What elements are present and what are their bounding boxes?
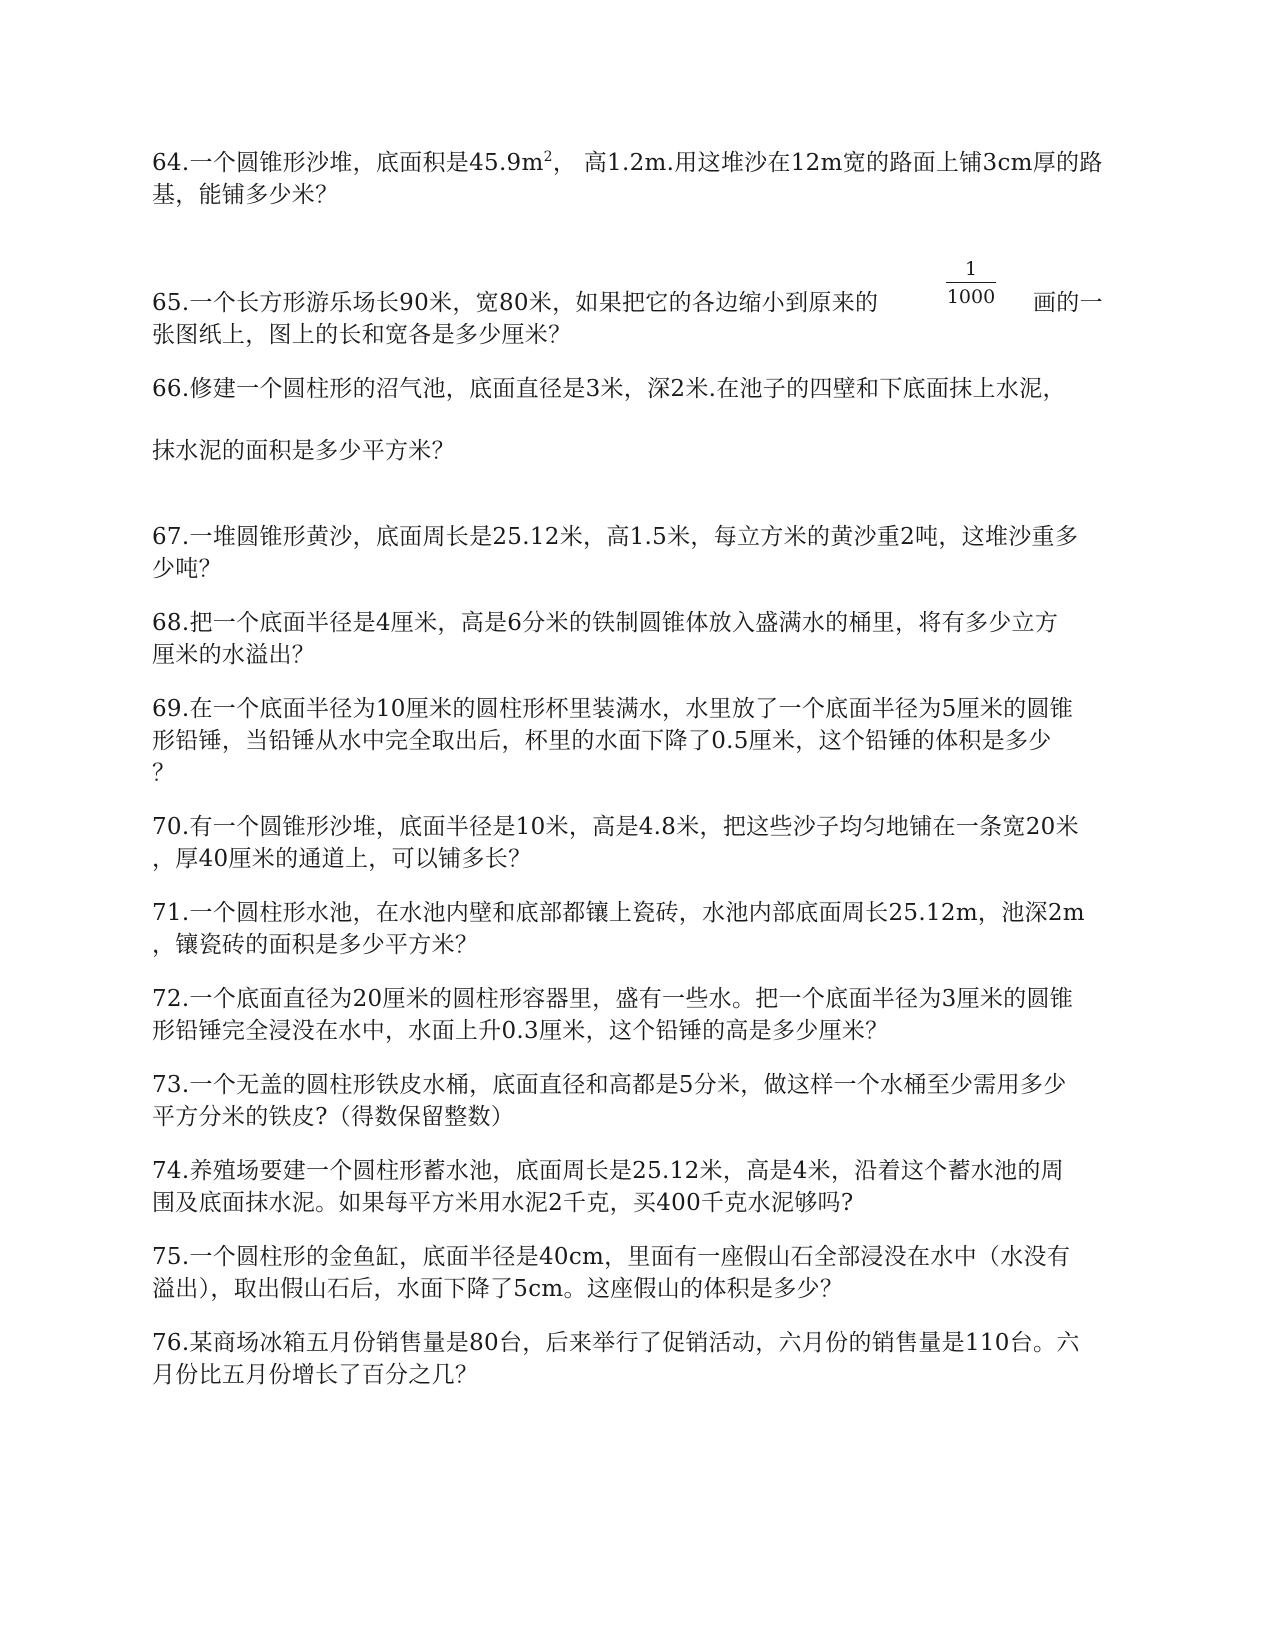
fraction-one-thousandth xyxy=(944,258,998,308)
problem-64-superscript: 2 xyxy=(543,149,553,165)
problem-64-text-b: ， 高1.2m.用这堆沙在12m宽的路面上铺3cm厚的路 xyxy=(552,150,1103,176)
fraction-numerator: 1 xyxy=(964,258,978,280)
problem-69-line-1: 69.在一个底面半径为10厘米的圆柱形杯里装满水，水里放了一个底面半径为5厘米的圆锥 xyxy=(152,696,1074,722)
problem-68-line-1: 68.把一个底面半径是4厘米，高是6分米的铁制圆锥体放入盛满水的桶里，将有多少立方 xyxy=(152,610,1059,636)
problem-71-line-2: ，镶瓷砖的面积是多少平方米？ xyxy=(152,932,479,958)
problem-64-line-1 xyxy=(152,148,1103,178)
problem-70-line-2: ，厚40厘米的通道上，可以铺多长？ xyxy=(152,846,532,872)
problem-73-line-2: 平方分米的铁皮?（得数保留整数） xyxy=(152,1104,515,1130)
problem-75-line-2: 溢出），取出假山石后，水面下降了5cm。这座假山的体积是多少？ xyxy=(152,1276,844,1302)
problem-72-line-1: 72.一个底面直径为20厘米的圆柱形容器里，盛有一些水。把一个底面半径为3厘米的圆锥 xyxy=(152,986,1074,1012)
problem-68-line-2: 厘米的水溢出？ xyxy=(152,642,316,668)
fraction-bar xyxy=(946,282,996,283)
problem-67-line-1: 67.一堆圆锥形黄沙，底面周长是25.12米，高1.5米，每立方米的黄沙重2吨，这堆沙重多 xyxy=(152,524,1079,550)
problem-69-line-2: 形铅锤，当铅锤从水中完全取出后，杯里的水面下降了0.5厘米，这个铅锤的体积是多少 xyxy=(152,728,1052,754)
problem-67-line-2: 少吨？ xyxy=(152,556,222,582)
problem-64-line-2: 基，能铺多少米？ xyxy=(152,182,339,208)
problem-64-text-a: 64.一个圆锥形沙堆，底面积是45.9m xyxy=(152,150,544,176)
problem-66-line-2: 抹水泥的面积是多少平方米？ xyxy=(152,438,455,464)
problem-76-line-1: 76.某商场冰箱五月份销售量是80台，后来举行了促销活动，六月份的销售量是110台。六 xyxy=(152,1330,1080,1356)
problem-70-line-1: 70.有一个圆锥形沙堆，底面半径是10米，高是4.8米，把这些沙子均匀地铺在一条宽20米 xyxy=(152,814,1079,840)
problem-65-line-1a: 65.一个长方形游乐场长90米，宽80米，如果把它的各边缩小到原来的 xyxy=(152,290,879,316)
problem-69-line-3: ？ xyxy=(152,760,176,786)
problem-74-line-1: 74.养殖场要建一个圆柱形蓄水池，底面周长是25.12米，高是4米，沿着这个蓄水池的周 xyxy=(152,1158,1064,1184)
fraction-denominator: 1000 xyxy=(946,286,996,308)
problem-65-line-1b: 画的一 xyxy=(1033,290,1103,316)
problem-71-line-1: 71.一个圆柱形水池，在水池内壁和底部都镶上瓷砖，水池内部底面周长25.12m，池深2m xyxy=(152,900,1085,926)
problem-76-line-2: 月份比五月份增长了百分之几？ xyxy=(152,1362,479,1388)
problem-65-line-2: 张图纸上，图上的长和宽各是多少厘米？ xyxy=(152,322,572,348)
problem-72-line-2: 形铅锤完全浸没在水中，水面上升0.3厘米，这个铅锤的高是多少厘米？ xyxy=(152,1018,889,1044)
problem-73-line-1: 73.一个无盖的圆柱形铁皮水桶，底面直径和高都是5分米，做这样一个水桶至少需用多少 xyxy=(152,1072,1067,1098)
problem-66-line-1: 66.修建一个圆柱形的沼气池，底面直径是3米，深2米.在池子的四壁和下底面抹上水泥， xyxy=(152,376,1066,402)
problem-75-line-1: 75.一个圆柱形的金鱼缸，底面半径是40cm，里面有一座假山石全部浸没在水中（水没有 xyxy=(152,1244,1071,1270)
problem-74-line-2: 围及底面抹水泥。如果每平方米用水泥2千克，买400千克水泥够吗? xyxy=(152,1190,854,1216)
